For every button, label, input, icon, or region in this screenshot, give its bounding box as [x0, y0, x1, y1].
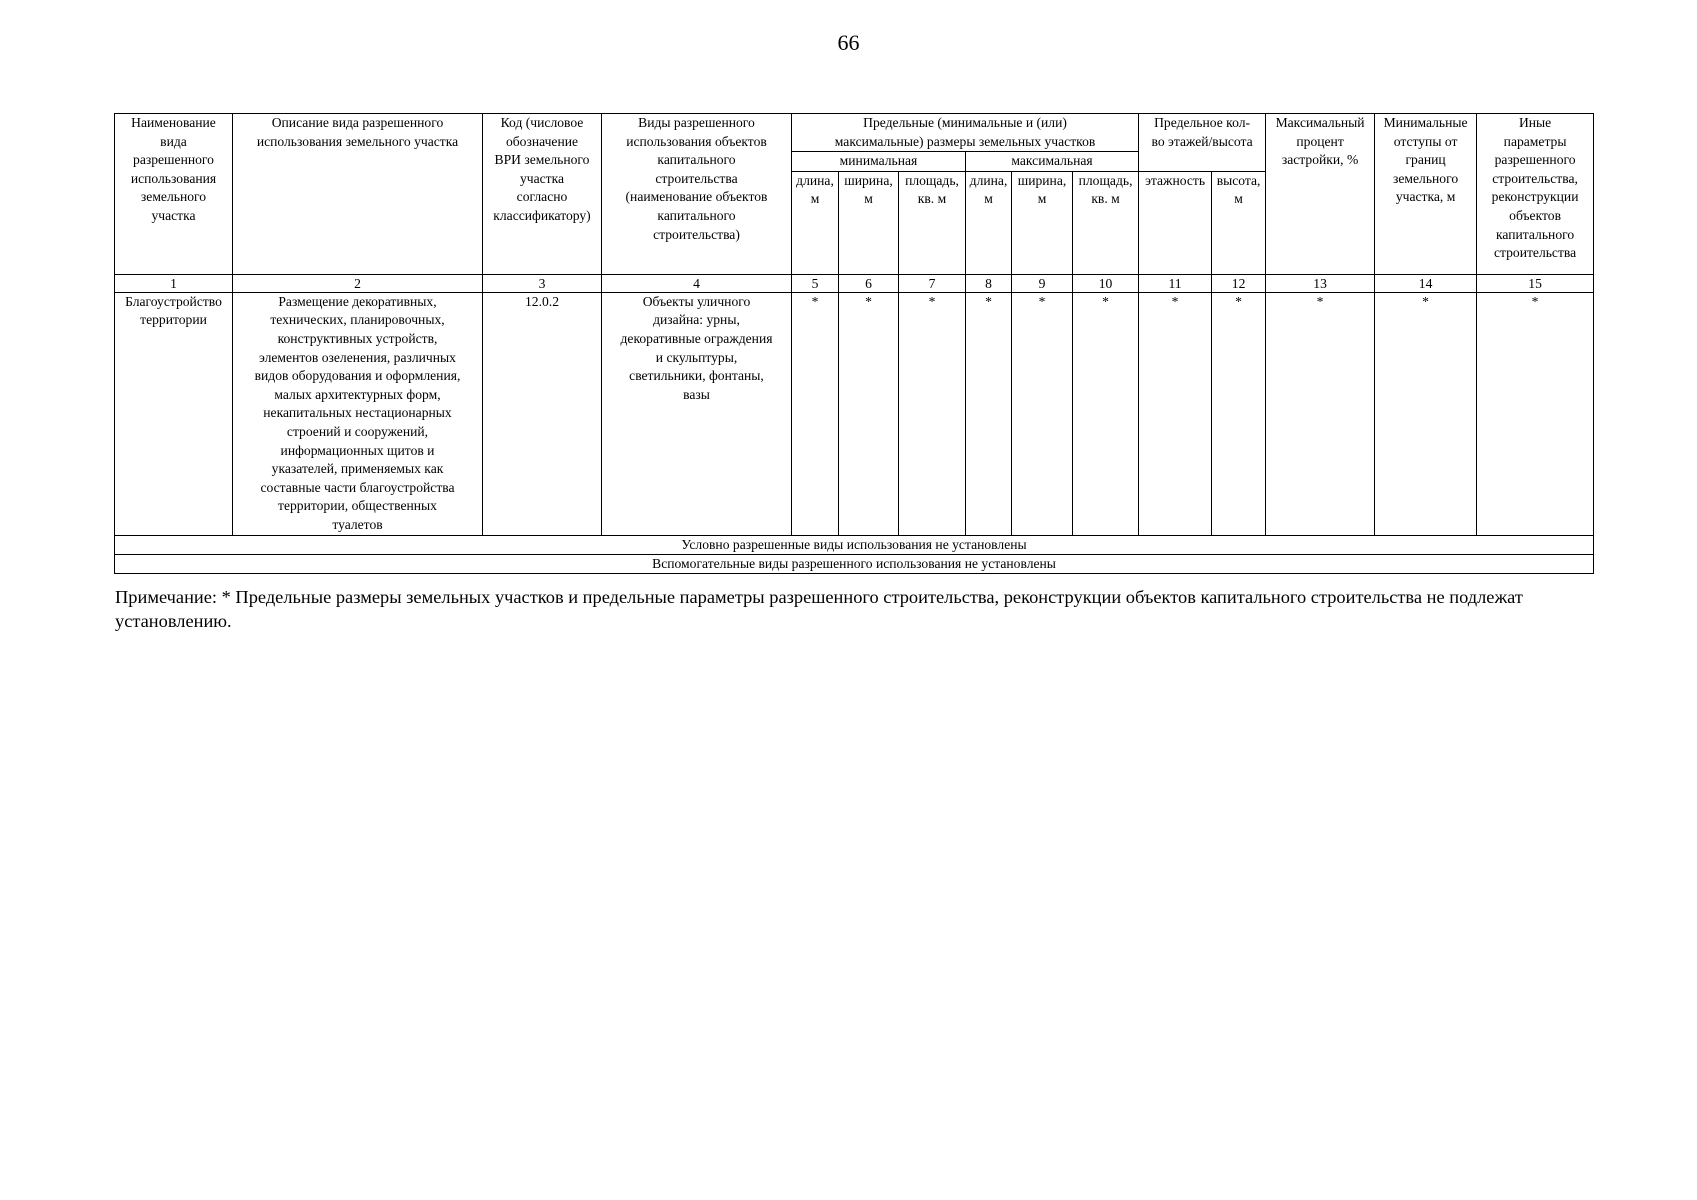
row-value: *	[1266, 292, 1375, 535]
column-number: 13	[1266, 274, 1375, 292]
row-value: *	[899, 292, 966, 535]
row-value: *	[792, 292, 839, 535]
row-objects: Объекты уличного дизайна: урны, декоративные ограждения и скульптуры, светильники, фонтаны, вазы	[602, 292, 792, 535]
header-floors-group: Предельное кол- во этажей/высота	[1139, 114, 1266, 172]
header-width-max: ширина, м	[1012, 171, 1073, 274]
row-name: Благоустройство территории	[115, 292, 233, 535]
header-area-min: площадь, кв. м	[899, 171, 966, 274]
column-number: 14	[1375, 274, 1477, 292]
table-row	[115, 292, 1594, 535]
header-row-1	[115, 114, 1594, 152]
column-number: 8	[966, 274, 1012, 292]
column-number: 7	[899, 274, 966, 292]
row-value: *	[839, 292, 899, 535]
column-number: 9	[1012, 274, 1073, 292]
row-value: *	[1477, 292, 1594, 535]
column-number-row	[115, 274, 1594, 292]
conditional-uses-text: Условно разрешенные виды использования не установлены	[115, 535, 1594, 554]
column-number: 4	[602, 274, 792, 292]
footnote: Примечание: * Предельные размеры земельных участков и предельные параметры разрешенного строительства, реконструкции объектов капитального строительства не подлежат установлению.	[115, 587, 1523, 631]
header-area-max: площадь, кв. м	[1073, 171, 1139, 274]
header-min-setbacks: Минимальные отступы от границ земельного участка, м	[1375, 114, 1477, 275]
column-number: 3	[483, 274, 602, 292]
header-height: высота, м	[1212, 171, 1266, 274]
column-number: 2	[233, 274, 483, 292]
header-sizes-group: Предельные (минимальные и (или) максимальные) размеры земельных участков	[792, 114, 1139, 152]
column-number: 12	[1212, 274, 1266, 292]
row-value: *	[1012, 292, 1073, 535]
page-number: 66	[837, 30, 860, 55]
header-description: Описание вида разрешенного использования земельного участка	[233, 114, 483, 275]
header-name: Наименование вида разрешенного использования земельного участка	[115, 114, 233, 275]
header-other-params: Иные параметры разрешенного строительства, реконструкции объектов капитального строительства	[1477, 114, 1594, 275]
auxiliary-uses-row	[115, 554, 1594, 573]
header-width-min: ширина, м	[839, 171, 899, 274]
row-value: *	[1212, 292, 1266, 535]
column-number: 5	[792, 274, 839, 292]
header-length-min: длина, м	[792, 171, 839, 274]
header-floors: этажность	[1139, 171, 1212, 274]
row-value: *	[1139, 292, 1212, 535]
header-objects: Виды разрешенного использования объектов капитального строительства (наименование объектов капитального строительства)	[602, 114, 792, 275]
header-max-group: максимальная	[966, 152, 1139, 172]
row-description: Размещение декоративных, технических, планировочных, конструктивных устройств, элементов озеленения, различных видов оборудования и оформления, малых архитектурных форм, некапитальных нестационарных строений и сооружений, информационных щитов и указателей, применяемых как составные части благоустройства территории, общественных туалетов	[233, 292, 483, 535]
header-length-max: длина, м	[966, 171, 1012, 274]
row-value: *	[1073, 292, 1139, 535]
column-number: 6	[839, 274, 899, 292]
header-code: Код (числовое обозначение ВРИ земельного участка согласно классификатору)	[483, 114, 602, 275]
column-number: 1	[115, 274, 233, 292]
header-min-group: минимальная	[792, 152, 966, 172]
conditional-uses-row	[115, 535, 1594, 554]
auxiliary-uses-text: Вспомогательные виды разрешенного использования не установлены	[115, 554, 1594, 573]
column-number: 10	[1073, 274, 1139, 292]
row-value: *	[1375, 292, 1477, 535]
column-number: 15	[1477, 274, 1594, 292]
row-value: *	[966, 292, 1012, 535]
row-code: 12.0.2	[483, 292, 602, 535]
header-max-percent: Максимальный процент застройки, %	[1266, 114, 1375, 275]
column-number: 11	[1139, 274, 1212, 292]
land-use-table	[114, 113, 1594, 574]
